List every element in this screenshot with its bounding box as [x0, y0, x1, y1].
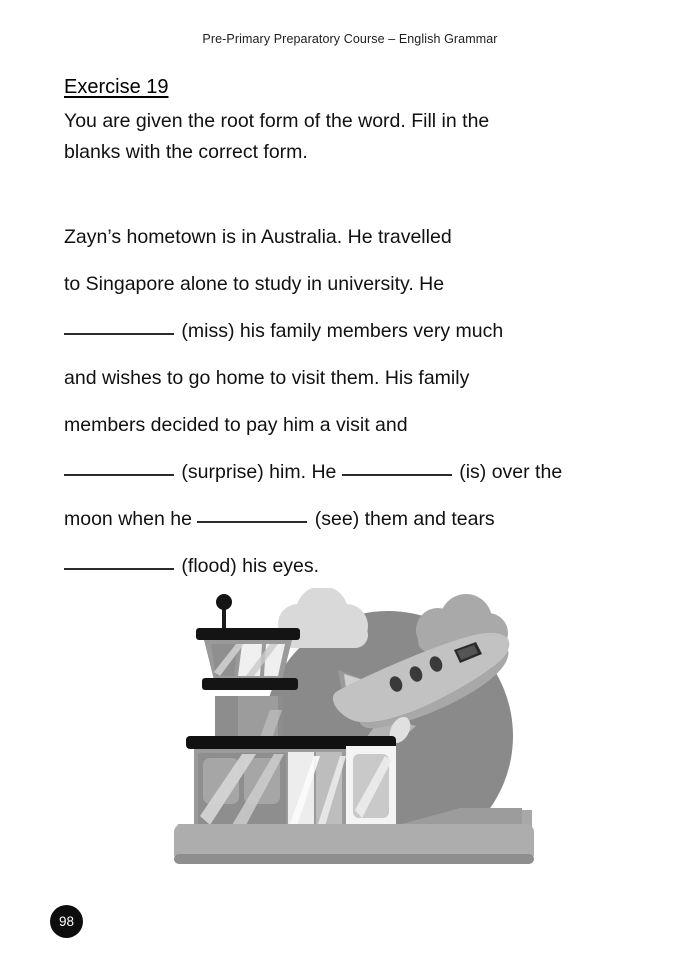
- passage-text: moon when he: [64, 508, 192, 530]
- passage-text: (see) them and tears: [314, 508, 495, 530]
- passage-line: [64, 543, 604, 590]
- passage-line: [64, 355, 604, 402]
- answer-blank-is[interactable]: [342, 474, 452, 476]
- page-number-badge: 98: [50, 905, 83, 938]
- answer-blank-flood[interactable]: [64, 568, 174, 570]
- passage-text: Zayn’s hometown is in Australia. He travelled: [64, 226, 452, 248]
- airport-scene-illustration: [170, 588, 550, 890]
- answer-blank-miss[interactable]: [64, 333, 174, 335]
- passage-text: (miss) his family members very much: [181, 320, 504, 342]
- terminal-building: [186, 736, 396, 839]
- passage-body: [64, 214, 604, 590]
- exercise-instruction: You are given the root form of the word. Fill in the blanks with the correct form.: [64, 110, 490, 163]
- passage-line: [64, 496, 604, 543]
- running-header: Pre-Primary Preparatory Course – English Grammar: [202, 32, 498, 46]
- passage-text: (surprise) him. He: [181, 461, 337, 483]
- passage-line: [64, 261, 604, 308]
- passage-text: (is) over the: [459, 461, 563, 483]
- passage-line: [64, 402, 604, 449]
- passage-line: [64, 214, 604, 261]
- exercise-heading: Exercise 19: [64, 76, 169, 98]
- answer-blank-surprise[interactable]: [64, 474, 174, 476]
- answer-blank-see[interactable]: [197, 521, 307, 523]
- passage-line: [64, 449, 604, 496]
- passage-text: and wishes to go home to visit them. His family: [64, 367, 470, 389]
- passage-text: to Singapore alone to study in university. He: [64, 273, 445, 295]
- passage-text: (flood) his eyes.: [181, 555, 320, 577]
- passage-text: members decided to pay him a visit and: [64, 414, 408, 436]
- passage-line: [64, 308, 604, 355]
